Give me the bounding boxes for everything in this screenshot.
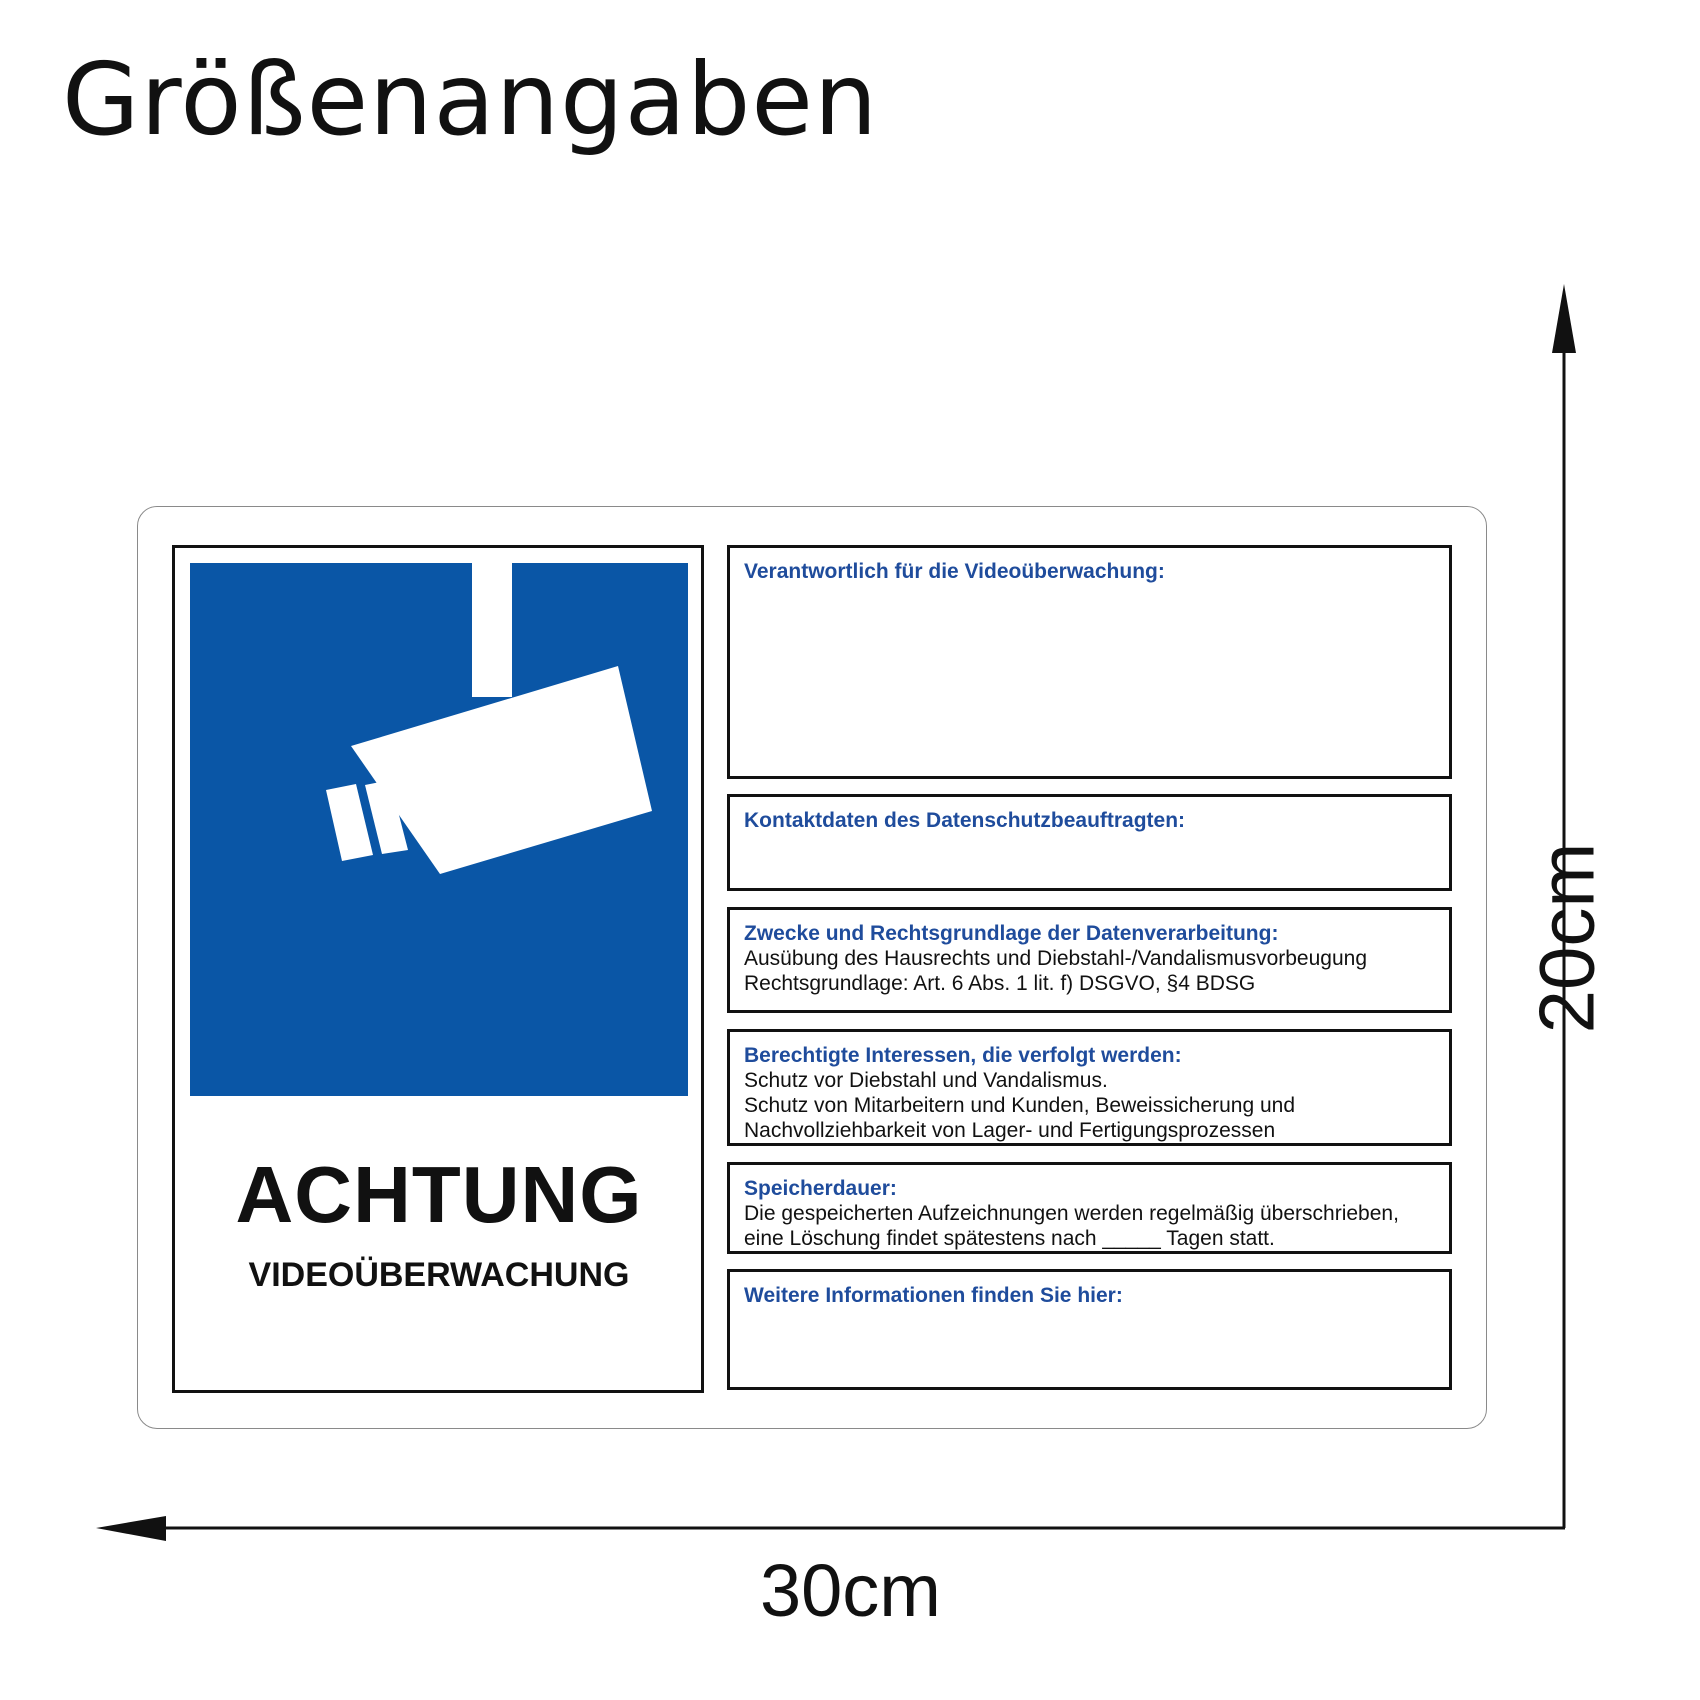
info-line: eine Löschung findet spätestens nach _____ Tagen statt.	[744, 1227, 1275, 1250]
info-box-more-info	[727, 1269, 1452, 1390]
info-line: Ausübung des Hausrechts und Diebstahl-/Vandalismusvorbeugung	[744, 947, 1367, 970]
info-line: Nachvollziehbarkeit von Lager- und Fertigungsprozessen	[744, 1119, 1276, 1142]
width-label: 30cm	[760, 1549, 941, 1632]
info-line: Die gespeicherten Aufzeichnungen werden regelmäßig überschrieben,	[744, 1202, 1399, 1225]
info-heading: Weitere Informationen finden Sie hier:	[744, 1284, 1123, 1307]
sign-subheading: VIDEOÜBERWACHUNG	[248, 1256, 630, 1294]
info-line: Schutz vor Diebstahl und Vandalismus.	[744, 1069, 1108, 1092]
info-box-dpo-contact	[727, 794, 1452, 891]
info-box-retention	[727, 1162, 1452, 1254]
info-heading: Speicherdauer:	[744, 1177, 897, 1200]
surveillance-camera-icon	[190, 563, 688, 1096]
info-heading: Berechtigte Interessen, die verfolgt werden:	[744, 1044, 1182, 1067]
page-title: Größenangaben	[62, 41, 879, 158]
height-arrowhead-icon	[1552, 284, 1576, 353]
info-heading: Zwecke und Rechtsgrundlage der Datenverarbeitung:	[744, 922, 1279, 945]
width-arrowhead-icon	[96, 1516, 166, 1541]
sign-heading: ACHTUNG	[235, 1150, 643, 1239]
info-heading: Kontaktdaten des Datenschutzbeauftragten:	[744, 809, 1186, 832]
info-box-purpose	[727, 907, 1452, 1013]
info-box-interests	[727, 1029, 1452, 1146]
info-line: Schutz von Mitarbeitern und Kunden, Beweissicherung und	[744, 1094, 1296, 1117]
info-heading: Verantwortlich für die Videoüberwachung:	[744, 560, 1165, 583]
info-box-responsible	[727, 545, 1452, 779]
info-line: Rechtsgrundlage: Art. 6 Abs. 1 lit. f) DSGVO, §4 BDSG	[744, 972, 1256, 995]
